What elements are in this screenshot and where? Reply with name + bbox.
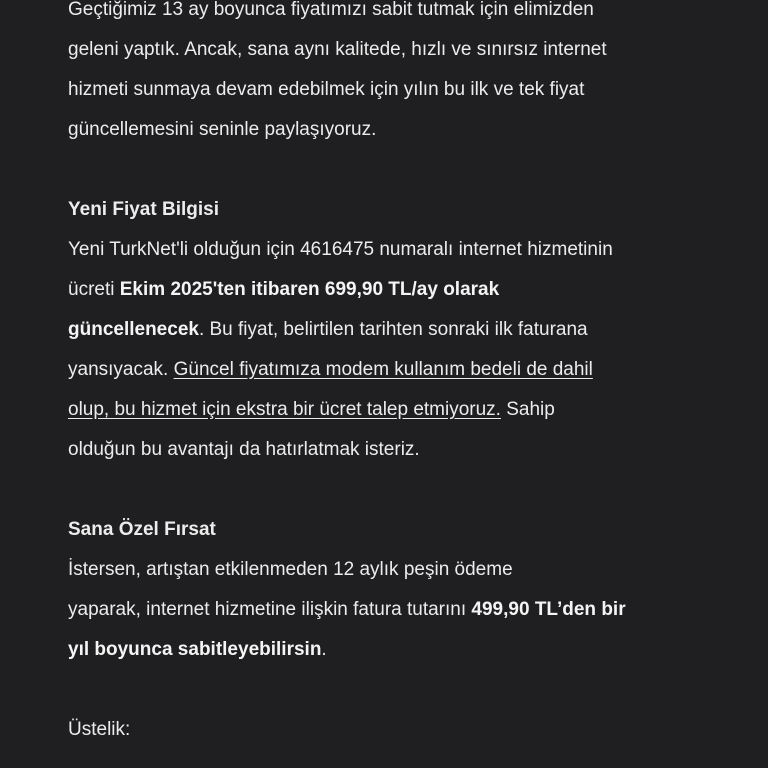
price-info-line: Yeni TurkNet'li olduğun için 4616475 numaralı internet hizmetinin xyxy=(68,239,613,260)
text: ücreti xyxy=(68,279,120,300)
price-info-line xyxy=(68,270,499,310)
intro-line: güncellemesini seninle paylaşıyoruz. xyxy=(68,119,377,140)
offer-heading: Sana Özel Fırsat xyxy=(68,519,216,540)
intro-line: Geçtiğimiz 13 ay boyunca fiyatımızı sabit tutmak için elimizden xyxy=(68,0,594,20)
text: Sahip xyxy=(500,399,555,420)
offer-line xyxy=(68,630,327,670)
price-info-line xyxy=(68,310,588,350)
text: yansıyacak. xyxy=(68,359,174,380)
price-info-line xyxy=(68,350,593,390)
intro-line: geleni yaptık. Ancak, sana aynı kalitede, hızlı ve sınırsız internet xyxy=(68,39,607,60)
text: yaparak, internet hizmetine ilişkin fatura tutarını xyxy=(68,599,472,620)
offer-price-bold: yıl boyunca sabitleyebilirsin xyxy=(68,639,322,660)
price-info-heading: Yeni Fiyat Bilgisi xyxy=(68,199,219,220)
offer-price-bold: 499,90 TL’den bir xyxy=(471,599,626,620)
text: . Bu fiyat, belirtilen tarihten sonraki ilk faturana xyxy=(198,319,588,340)
price-info-line xyxy=(68,390,555,430)
text: . xyxy=(321,639,327,660)
intro-line: hizmeti sunmaya devam edebilmek için yılın bu ilk ve tek fiyat xyxy=(68,79,585,100)
modem-info-link[interactable]: Güncel fiyatımıza modem kullanım bedeli de dahil xyxy=(173,359,593,380)
offer-line xyxy=(68,590,626,630)
new-price-bold: güncellenecek xyxy=(68,319,199,340)
extra-label: Üstelik: xyxy=(68,719,131,740)
modem-info-link[interactable]: olup, bu hizmet için ekstra bir ücret talep etmiyoruz. xyxy=(68,399,501,420)
price-info-line: olduğun bu avantajı da hatırlatmak isteriz. xyxy=(68,439,420,460)
new-price-bold: Ekim 2025'ten itibaren 699,90 TL/ay olarak xyxy=(119,279,500,300)
offer-line: İstersen, artıştan etkilenmeden 12 aylık peşin ödeme xyxy=(68,559,513,580)
